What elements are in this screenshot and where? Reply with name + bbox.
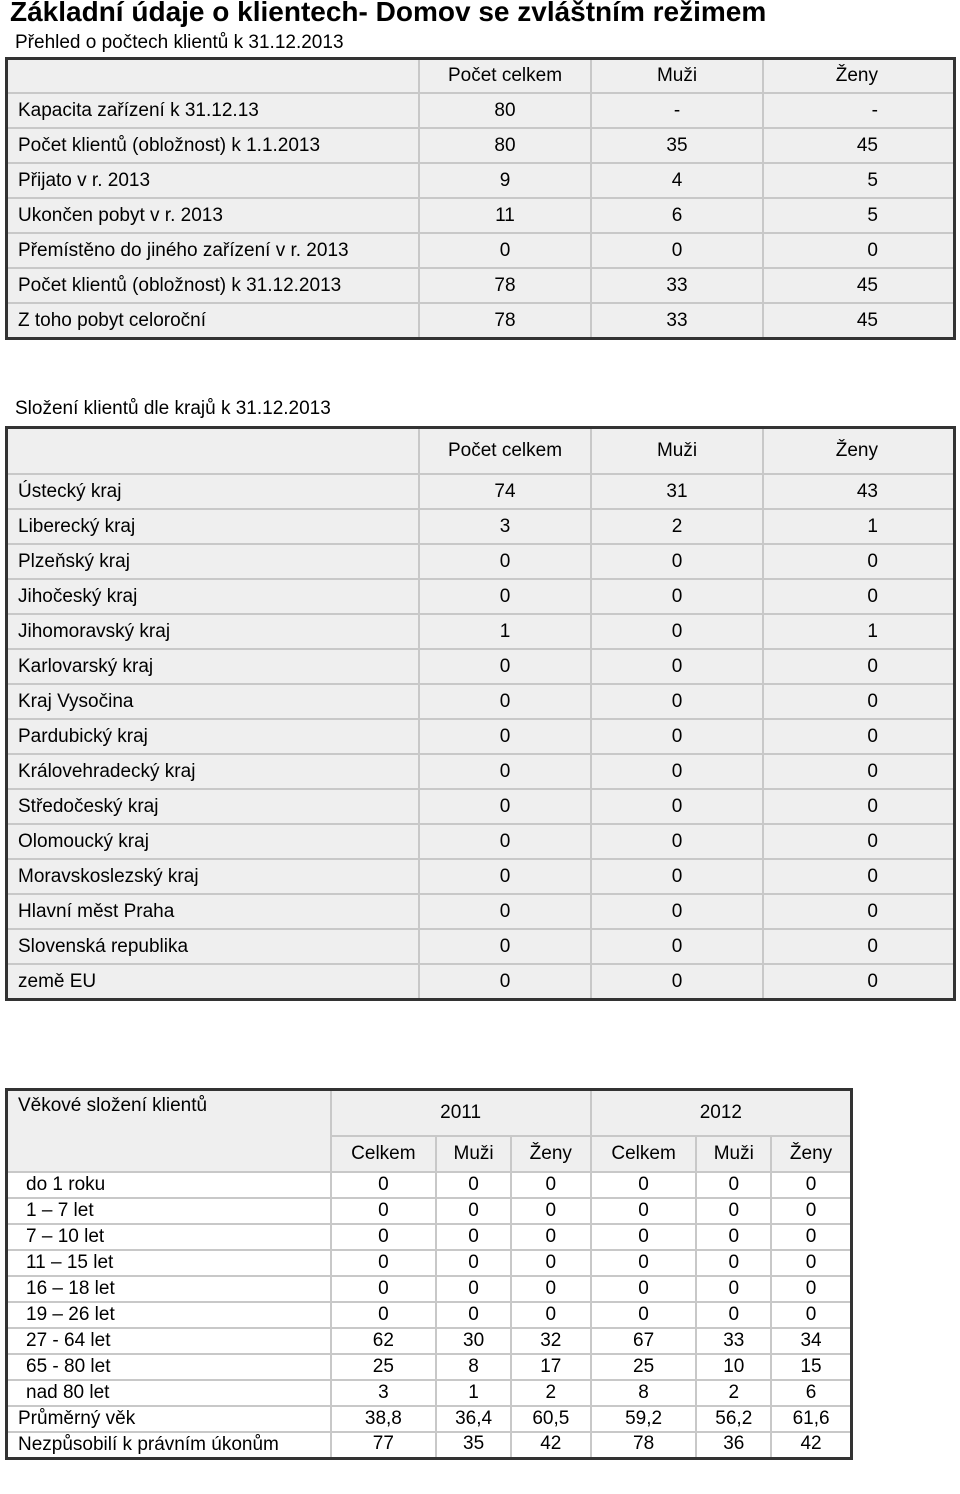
regions-header-row [7,428,955,475]
age-value: 8 [436,1354,511,1380]
total-cell: 0 [419,544,591,579]
total-cell: 0 [419,789,591,824]
region-row [7,929,955,964]
age-label: 7 – 10 let [7,1224,331,1250]
men-cell: 6 [591,198,763,233]
region-row [7,754,955,789]
age-value: 62 [331,1328,437,1354]
women-cell: 0 [763,754,955,789]
age-value: 0 [591,1198,697,1224]
age-row [7,1354,852,1380]
row-label: Slovenská republika [7,929,420,964]
age-value: 0 [771,1224,851,1250]
total-cell: 80 [419,128,591,163]
age-value: 0 [511,1172,591,1198]
men-cell: 4 [591,163,763,198]
age-average-value: 36,4 [436,1406,511,1432]
total-cell: 0 [419,894,591,929]
age-subheader: Celkem [331,1136,437,1172]
total-cell: 0 [419,579,591,614]
men-cell: 0 [591,233,763,268]
age-value: 0 [331,1302,437,1328]
women-cell: 0 [763,649,955,684]
age-value: 3 [331,1380,437,1406]
total-cell: 0 [419,859,591,894]
total-cell: 0 [419,824,591,859]
age-value: 0 [771,1302,851,1328]
age-average-value: 61,6 [771,1406,851,1432]
row-label: Karlovarský kraj [7,649,420,684]
age-value: 0 [331,1198,437,1224]
row-label: Plzeňský kraj [7,544,420,579]
region-row [7,964,955,1000]
overview-row [7,93,955,128]
age-value: 0 [331,1250,437,1276]
page-title: Základní údaje o klientech- Domov se zvláštním režimem [10,0,767,27]
men-cell: 0 [591,754,763,789]
men-cell: 0 [591,614,763,649]
age-incapable-label: Nezpůsobilí k právním úkonům [7,1432,331,1459]
women-cell: 0 [763,964,955,1000]
age-value: 2 [696,1380,771,1406]
age-row [7,1328,852,1354]
total-cell: 78 [419,303,591,339]
age-incapable-value: 36 [696,1432,771,1459]
region-row [7,824,955,859]
region-row [7,684,955,719]
total-cell: 0 [419,719,591,754]
age-subheader: Ženy [511,1136,591,1172]
age-value: 8 [591,1380,697,1406]
total-cell: 0 [419,684,591,719]
women-cell: 45 [763,128,955,163]
region-row [7,649,955,684]
overview-header-men: Muži [591,59,763,94]
age-value: 0 [436,1224,511,1250]
region-row [7,579,955,614]
age-row [7,1380,852,1406]
age-value: 17 [511,1354,591,1380]
men-cell: 2 [591,509,763,544]
row-label: Ústecký kraj [7,474,420,509]
age-value: 0 [696,1302,771,1328]
row-label: Z toho pobyt celoroční [7,303,420,339]
total-cell: 11 [419,198,591,233]
age-incapable-value: 78 [591,1432,697,1459]
age-incapable-value: 42 [511,1432,591,1459]
age-value: 0 [696,1198,771,1224]
women-cell: 0 [763,684,955,719]
row-label: Královehradecký kraj [7,754,420,789]
age-value: 0 [591,1302,697,1328]
age-incapable-value: 35 [436,1432,511,1459]
age-caption: Věkové složení klientů [7,1090,331,1173]
row-label: Kapacita zařízení k 31.12.13 [7,93,420,128]
age-value: 0 [771,1198,851,1224]
women-cell: 45 [763,268,955,303]
age-average-row [7,1406,852,1432]
age-value: 32 [511,1328,591,1354]
row-label: Liberecký kraj [7,509,420,544]
age-average-value: 56,2 [696,1406,771,1432]
age-subheader: Muži [436,1136,511,1172]
age-subheader: Muži [696,1136,771,1172]
overview-row [7,303,955,339]
age-label: 11 – 15 let [7,1250,331,1276]
women-cell: 0 [763,719,955,754]
row-label: Jihočeský kraj [7,579,420,614]
age-value: 15 [771,1354,851,1380]
age-value: 0 [331,1276,437,1302]
row-label: Moravskoslezský kraj [7,859,420,894]
total-cell: 3 [419,509,591,544]
age-label: nad 80 let [7,1380,331,1406]
age-row [7,1224,852,1250]
age-row [7,1250,852,1276]
age-row [7,1198,852,1224]
region-row [7,544,955,579]
age-value: 30 [436,1328,511,1354]
men-cell: 0 [591,859,763,894]
age-average-label: Průměrný věk [7,1406,331,1432]
region-row [7,614,955,649]
age-label: 65 - 80 let [7,1354,331,1380]
overview-header-women: Ženy [763,59,955,94]
overview-caption: Přehled o počtech klientů k 31.12.2013 [15,32,344,53]
women-cell: 0 [763,894,955,929]
age-incapable-value: 77 [331,1432,437,1459]
region-row [7,894,955,929]
regions-header-empty [7,428,420,475]
total-cell: 74 [419,474,591,509]
age-row [7,1172,852,1198]
age-value: 0 [331,1172,437,1198]
age-value: 0 [436,1276,511,1302]
age-subheader: Ženy [771,1136,851,1172]
age-value: 0 [436,1172,511,1198]
women-cell: 0 [763,544,955,579]
age-value: 0 [696,1276,771,1302]
women-cell: 1 [763,614,955,649]
men-cell: 35 [591,128,763,163]
region-row [7,719,955,754]
age-value: 6 [771,1380,851,1406]
age-row [7,1276,852,1302]
overview-header-row [7,59,955,94]
regions-header-men: Muži [591,428,763,475]
men-cell: 33 [591,303,763,339]
men-cell: 0 [591,579,763,614]
total-cell: 78 [419,268,591,303]
age-value: 33 [696,1328,771,1354]
row-label: Přemístěno do jiného zařízení v r. 2013 [7,233,420,268]
overview-header-empty [7,59,420,94]
overview-row [7,198,955,233]
age-value: 0 [591,1276,697,1302]
age-value: 0 [436,1302,511,1328]
men-cell: 33 [591,268,763,303]
age-value: 0 [511,1224,591,1250]
row-label: Pardubický kraj [7,719,420,754]
total-cell: 1 [419,614,591,649]
age-value: 0 [591,1224,697,1250]
men-cell: 0 [591,789,763,824]
row-label: Středočeský kraj [7,789,420,824]
age-average-value: 38,8 [331,1406,437,1432]
row-label: Jihomoravský kraj [7,614,420,649]
age-label: do 1 roku [7,1172,331,1198]
region-row [7,474,955,509]
row-label: Počet klientů (obložnost) k 1.1.2013 [7,128,420,163]
men-cell: 31 [591,474,763,509]
women-cell: 43 [763,474,955,509]
age-value: 1 [436,1380,511,1406]
women-cell: 0 [763,579,955,614]
row-label: Olomoucký kraj [7,824,420,859]
overview-table [5,57,956,340]
regions-header-total: Počet celkem [419,428,591,475]
age-value: 0 [436,1198,511,1224]
total-cell: 0 [419,929,591,964]
total-cell: 80 [419,93,591,128]
men-cell: 0 [591,894,763,929]
women-cell: 5 [763,163,955,198]
age-value: 2 [511,1380,591,1406]
women-cell: 0 [763,859,955,894]
row-label: země EU [7,964,420,1000]
row-label: Počet klientů (obložnost) k 31.12.2013 [7,268,420,303]
regions-header-women: Ženy [763,428,955,475]
row-label: Přijato v r. 2013 [7,163,420,198]
age-value: 0 [696,1250,771,1276]
men-cell: 0 [591,824,763,859]
women-cell: 1 [763,509,955,544]
age-label: 19 – 26 let [7,1302,331,1328]
overview-row [7,233,955,268]
age-label: 1 – 7 let [7,1198,331,1224]
men-cell: 0 [591,544,763,579]
women-cell: 0 [763,789,955,824]
age-row [7,1302,852,1328]
women-cell: 5 [763,198,955,233]
row-label: Ukončen pobyt v r. 2013 [7,198,420,233]
age-incapable-row [7,1432,852,1459]
age-value: 0 [696,1172,771,1198]
age-value: 0 [511,1276,591,1302]
age-value: 25 [591,1354,697,1380]
men-cell: 0 [591,929,763,964]
overview-row [7,268,955,303]
total-cell: 0 [419,964,591,1000]
age-value: 10 [696,1354,771,1380]
men-cell: 0 [591,684,763,719]
women-cell: 0 [763,824,955,859]
row-label: Kraj Vysočina [7,684,420,719]
men-cell: 0 [591,964,763,1000]
row-label: Hlavní měst Praha [7,894,420,929]
regions-table [5,426,956,1001]
age-value: 0 [511,1250,591,1276]
total-cell: 0 [419,233,591,268]
age-value: 0 [771,1276,851,1302]
age-value: 0 [591,1172,697,1198]
age-value: 0 [511,1198,591,1224]
regions-caption: Složení klientů dle krajů k 31.12.2013 [15,398,331,419]
age-value: 67 [591,1328,697,1354]
age-value: 0 [591,1250,697,1276]
age-value: 0 [771,1172,851,1198]
age-label: 16 – 18 let [7,1276,331,1302]
region-row [7,859,955,894]
age-years-row [7,1090,852,1137]
age-average-value: 59,2 [591,1406,697,1432]
age-year-2012: 2012 [591,1090,852,1137]
age-table [5,1088,853,1460]
age-value: 0 [331,1224,437,1250]
total-cell: 0 [419,754,591,789]
men-cell: 0 [591,649,763,684]
overview-header-total: Počet celkem [419,59,591,94]
age-value: 0 [436,1250,511,1276]
age-value: 25 [331,1354,437,1380]
women-cell: 0 [763,233,955,268]
age-label: 27 - 64 let [7,1328,331,1354]
overview-row [7,128,955,163]
women-cell: 0 [763,929,955,964]
age-subheader: Celkem [591,1136,697,1172]
region-row [7,509,955,544]
age-value: 34 [771,1328,851,1354]
age-value: 0 [696,1224,771,1250]
age-value: 0 [511,1302,591,1328]
men-cell: - [591,93,763,128]
total-cell: 0 [419,649,591,684]
age-value: 0 [771,1250,851,1276]
age-incapable-value: 42 [771,1432,851,1459]
age-average-value: 60,5 [511,1406,591,1432]
men-cell: 0 [591,719,763,754]
age-year-2011: 2011 [331,1090,591,1137]
total-cell: 9 [419,163,591,198]
overview-row [7,163,955,198]
region-row [7,789,955,824]
women-cell: 45 [763,303,955,339]
women-cell: - [763,93,955,128]
